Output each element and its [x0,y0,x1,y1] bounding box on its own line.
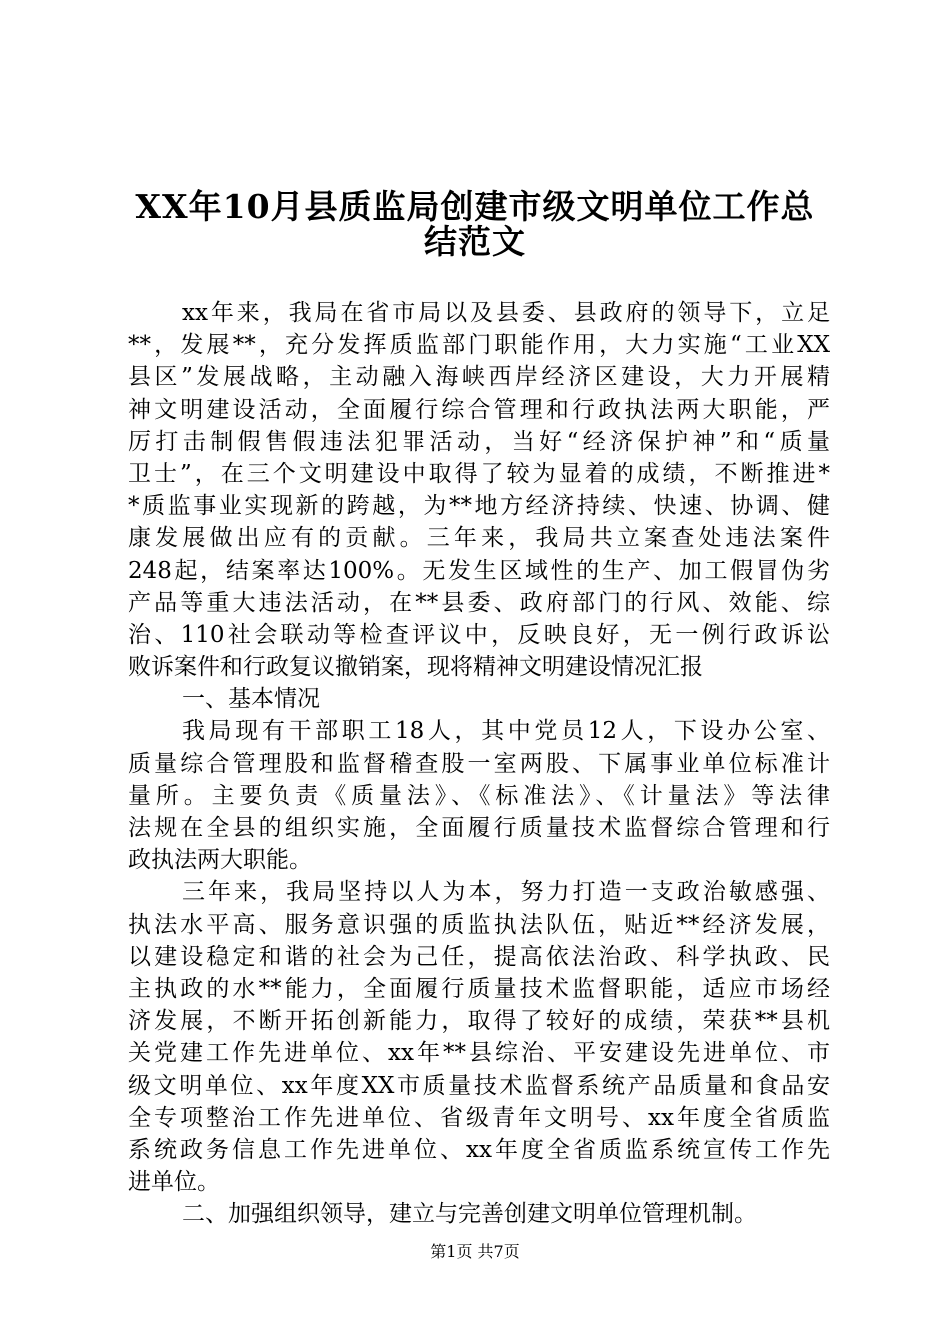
body-line: 法规在全县的组织实施，全面履行质量技术监督综合管理和行 [128,815,830,841]
body-line: *质监事业实现新的跨越，为**地方经济持续、快速、协调、健 [128,493,830,520]
body-line: 以建设稳定和谐的社会为己任，提高依法治政、科学执政、民 [128,943,830,970]
body-line: 败诉案件和行政复议撤销案，现将精神文明建设情况汇报 [128,654,703,681]
body-line: xx年来，我局在省市局以及县委、县政府的领导下，立足 [182,300,830,326]
body-line: 质量综合管理股和监督稽查股一室两股、下属事业单位标准计 [128,750,830,777]
body-line: 三年来，我局坚持以人为本，努力打造一支政治敏感强、 [182,879,830,906]
body-line: 县区”发展战略，主动融入海峡西岸经济区建设，大力开展精 [128,364,830,391]
body-line: 厉打击制假售假违法犯罪活动，当好“经济保护神”和“质量 [128,428,830,455]
document-body [128,297,830,1230]
body-line: 进单位。 [128,1169,220,1196]
page-footer: 第1页 共7页 [430,1242,520,1261]
body-line: 产品等重大违法活动，在**县委、政府部门的行风、效能、综 [128,589,830,616]
section-heading: 二、加强组织领导，建立与完善创建文明单位管理机制。 [182,1201,757,1228]
body-line: **，发展**，充分发挥质监部门职能作用，大力实施“工业XX [128,332,830,359]
section-heading: 一、基本情况 [182,686,320,713]
body-line: 卫士”，在三个文明建设中取得了较为显着的成绩，不断推进* [128,460,830,487]
body-line: 量所。主要负责《质量法》、《标准法》、《计量法》等法律 [128,782,830,809]
body-line: 248起，结案率达100%。无发生区域性的生产、加工假冒伪劣 [128,557,830,584]
body-line: 济发展，不断开拓创新能力，取得了较好的成绩，荣获**县机 [128,1008,830,1035]
body-line: 治、110社会联动等检查评议中，反映良好，无一例行政诉讼 [128,621,830,648]
body-line: 主执政的水**能力，全面履行质量技术监督职能，适应市场经 [128,975,830,1002]
body-line: 神文明建设活动，全面履行综合管理和行政执法两大职能，严 [128,396,830,423]
body-line: 关党建工作先进单位、xx年**县综治、平安建设先进单位、市 [128,1040,830,1067]
body-line: 全专项整治工作先进单位、省级青年文明号、xx年度全省质监 [128,1104,830,1131]
body-line: 执法水平高、服务意识强的质监执法队伍，贴近**经济发展， [128,911,830,938]
body-line: 康发展做出应有的贡献。三年来，我局共立案查处违法案件 [128,525,830,552]
document-title-line-1: XX年10月县质监局创建市级文明单位工作总 [135,187,815,226]
body-line: 我局现有干部职工18人，其中党员12人，下设办公室、 [182,718,830,745]
body-line: 系统政务信息工作先进单位、xx年度全省质监系统宣传工作先 [128,1136,830,1163]
body-line: 政执法两大职能。 [128,847,312,874]
document-title-line-2: 结范文 [424,222,526,261]
body-line: 级文明单位、xx年度XX市质量技术监督系统产品质量和食品安 [128,1072,830,1099]
